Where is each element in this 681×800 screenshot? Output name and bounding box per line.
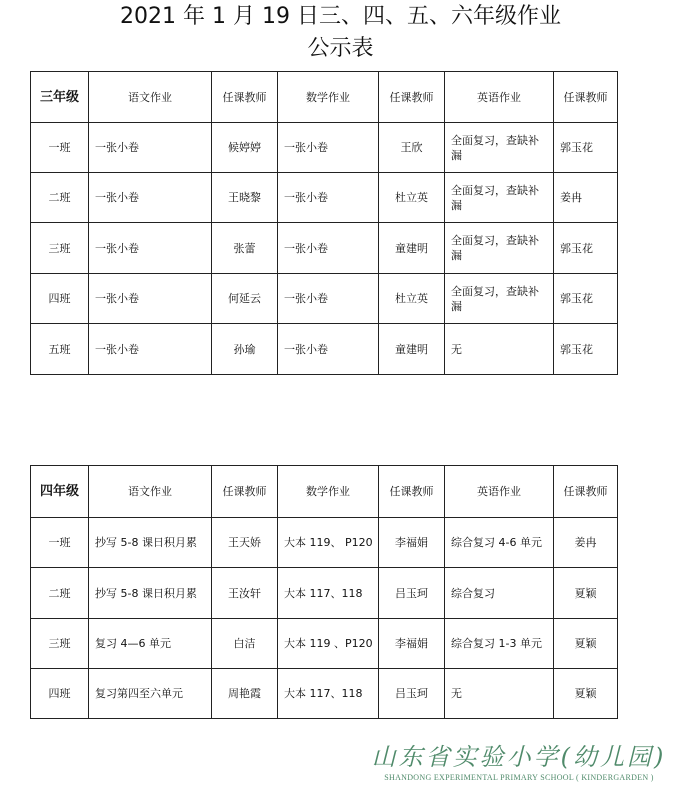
chinese-homework-cell: 一张小卷 [89,173,212,223]
teacher-cell: 候婷婷 [212,123,278,173]
english-homework-cell: 综合复习 [445,568,554,619]
chinese-homework-cell: 复习第四至六单元 [89,669,212,719]
class-cell: 三班 [31,619,89,669]
school-logo-english: SHANDONG EXPERIMENTAL PRIMARY SCHOOL ( KINDERGARDEN ) [384,773,654,782]
teacher-cell: 王晓黎 [212,173,278,223]
english-homework-cell: 全面复习，查缺补漏 [445,173,554,223]
grade3-homework-table [30,71,618,375]
teacher-cell: 李福娟 [379,619,445,669]
teacher-cell: 童建明 [379,324,445,375]
teacher-cell: 王欣 [379,123,445,173]
column-header: 任课教师 [212,466,278,518]
math-homework-cell: 大本 119、 P120 [278,518,379,568]
teacher-cell: 周艳霞 [212,669,278,719]
teacher-cell: 郭玉花 [554,123,618,173]
column-header: 语文作业 [89,466,212,518]
teacher-cell: 吕玉珂 [379,568,445,619]
teacher-cell: 何延云 [212,274,278,324]
math-homework-cell: 一张小卷 [278,324,379,375]
teacher-cell: 孙瑜 [212,324,278,375]
column-header: 数学作业 [278,72,379,123]
table-row [31,274,618,324]
class-cell: 二班 [31,568,89,619]
column-header: 英语作业 [445,466,554,518]
teacher-cell: 王天娇 [212,518,278,568]
school-logo [360,742,678,784]
teacher-cell: 杜立英 [379,173,445,223]
teacher-cell: 郭玉花 [554,324,618,375]
column-header: 任课教师 [379,466,445,518]
table-row [31,123,618,173]
table-header-row [31,466,618,518]
chinese-homework-cell: 复习 4—6 单元 [89,619,212,669]
english-homework-cell: 综合复习 1-3 单元 [445,619,554,669]
grade4-homework-table [30,465,618,719]
table-row [31,669,618,719]
class-cell: 五班 [31,324,89,375]
class-cell: 二班 [31,173,89,223]
column-header: 数学作业 [278,466,379,518]
column-header: 任课教师 [554,72,618,123]
class-cell: 三班 [31,223,89,274]
teacher-cell: 王汝轩 [212,568,278,619]
grade-header: 三年级 [31,72,89,123]
class-cell: 一班 [31,123,89,173]
class-cell: 四班 [31,669,89,719]
table-row [31,173,618,223]
page-subtitle: 公示表 [307,36,374,61]
teacher-cell: 夏颖 [554,669,618,719]
teacher-cell: 吕玉珂 [379,669,445,719]
table-row [31,324,618,375]
teacher-cell: 郭玉花 [554,223,618,274]
teacher-cell: 张蕾 [212,223,278,274]
grade-header: 四年级 [31,466,89,518]
table-row [31,518,618,568]
teacher-cell: 杜立英 [379,274,445,324]
teacher-cell: 郭玉花 [554,274,618,324]
english-homework-cell: 全面复习，查缺补漏 [445,223,554,274]
column-header: 语文作业 [89,72,212,123]
table-row [31,619,618,669]
school-logo-chinese: 山东省实验小学(幼儿园) [371,743,667,771]
math-homework-cell: 大本 117、118 [278,669,379,719]
class-cell: 四班 [31,274,89,324]
teacher-cell: 李福娟 [379,518,445,568]
teacher-cell: 夏颖 [554,568,618,619]
teacher-cell: 姜冉 [554,518,618,568]
math-homework-cell: 大本 119 、P120 [278,619,379,669]
page-title: 2021 年 1 月 19 日三、四、五、六年级作业 [120,4,561,29]
chinese-homework-cell: 一张小卷 [89,223,212,274]
column-header: 任课教师 [212,72,278,123]
class-cell: 一班 [31,518,89,568]
column-header: 任课教师 [379,72,445,123]
math-homework-cell: 一张小卷 [278,173,379,223]
english-homework-cell: 无 [445,669,554,719]
chinese-homework-cell: 一张小卷 [89,274,212,324]
math-homework-cell: 一张小卷 [278,123,379,173]
teacher-cell: 姜冉 [554,173,618,223]
column-header: 任课教师 [554,466,618,518]
column-header: 英语作业 [445,72,554,123]
table-header-row [31,72,618,123]
chinese-homework-cell: 一张小卷 [89,123,212,173]
teacher-cell: 夏颖 [554,619,618,669]
math-homework-cell: 大本 117、118 [278,568,379,619]
teacher-cell: 白洁 [212,619,278,669]
english-homework-cell: 全面复习，查缺补漏 [445,274,554,324]
english-homework-cell: 无 [445,324,554,375]
teacher-cell: 童建明 [379,223,445,274]
table-row [31,223,618,274]
chinese-homework-cell: 一张小卷 [89,324,212,375]
english-homework-cell: 全面复习，查缺补漏 [445,123,554,173]
english-homework-cell: 综合复习 4-6 单元 [445,518,554,568]
chinese-homework-cell: 抄写 5-8 课日积月累 [89,518,212,568]
math-homework-cell: 一张小卷 [278,274,379,324]
chinese-homework-cell: 抄写 5-8 课日积月累 [89,568,212,619]
math-homework-cell: 一张小卷 [278,223,379,274]
table-row [31,568,618,619]
